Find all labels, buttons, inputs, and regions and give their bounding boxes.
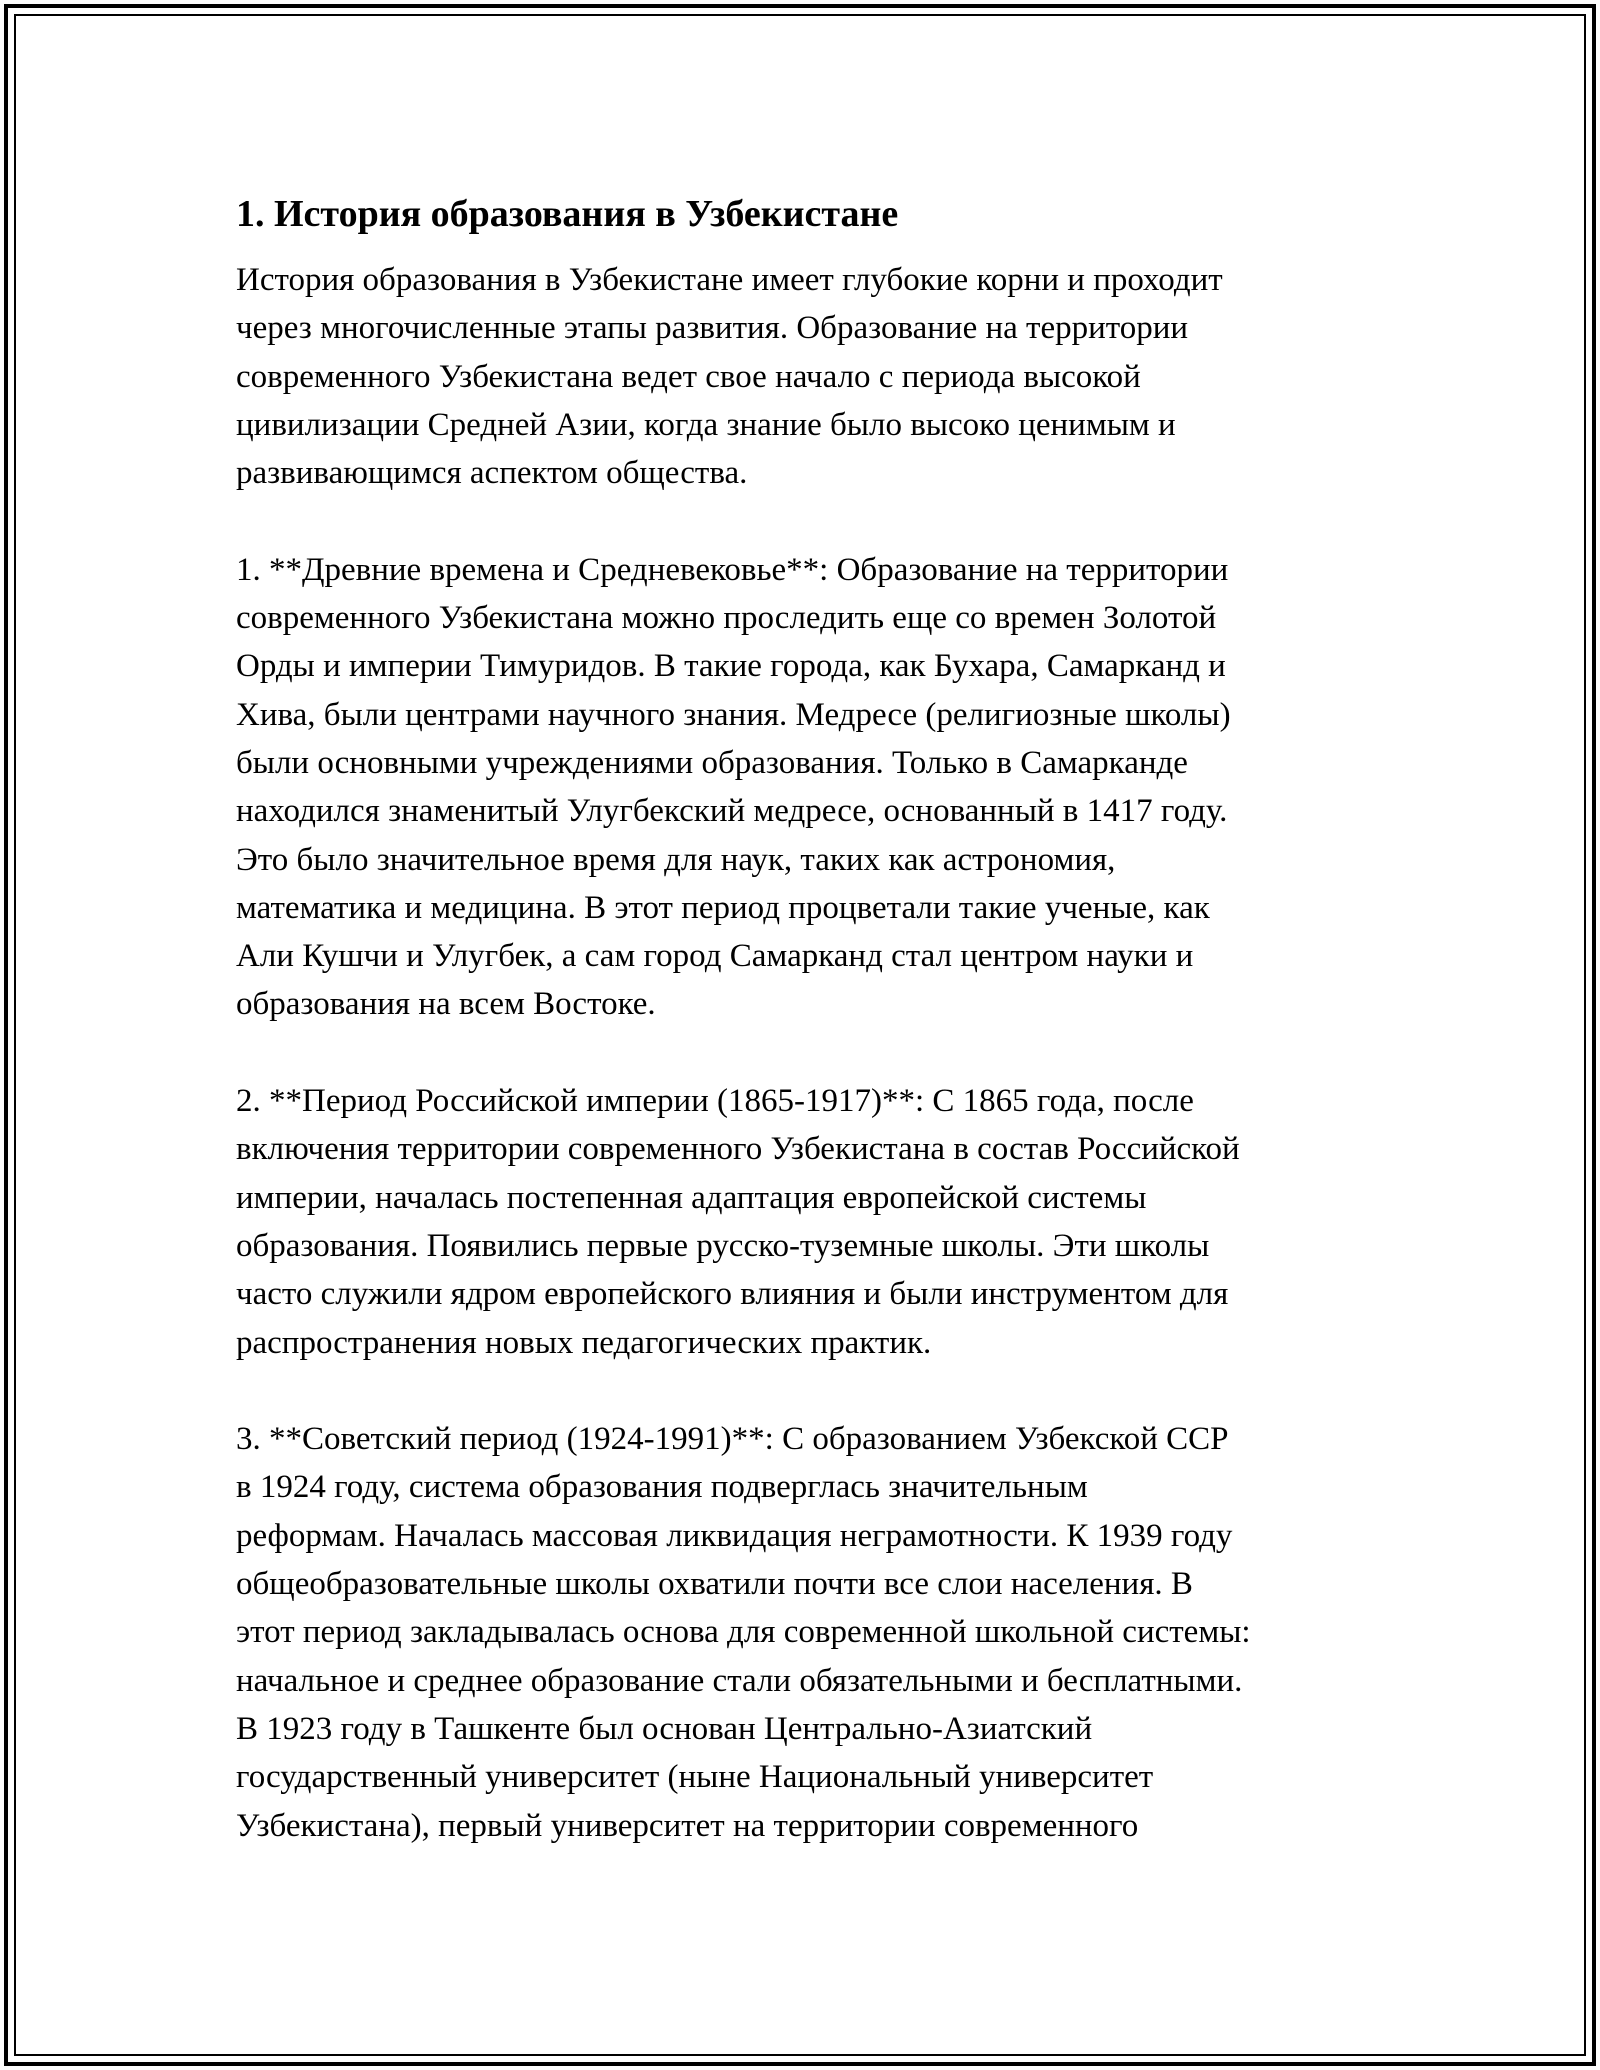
- text-line: находился знаменитый Улугбекский медресе, основанный в 1417 году.: [236, 793, 1228, 830]
- text-line: В 1923 году в Ташкенте был основан Центрально-Азиатский: [236, 1710, 1093, 1747]
- text-line: через многочисленные этапы развития. Образование на территории: [236, 310, 1189, 347]
- text-line: империи, началась постепенная адаптация европейской системы: [236, 1179, 1147, 1216]
- text-line: Хива, были центрами научного знания. Медресе (религиозные школы): [236, 696, 1231, 733]
- text-line: часто служили ядром европейского влияния и были инструментом для: [236, 1276, 1229, 1313]
- paragraph-soviet-period: [236, 1415, 1386, 1850]
- text-line: реформам. Началась массовая ликвидация неграмотности. К 1939 году: [236, 1517, 1233, 1554]
- text-line: в 1924 году, система образования подверглась значительным: [236, 1469, 1088, 1506]
- text-line: 3. **Советский период (1924-1991)**: С образованием Узбекской ССР: [236, 1421, 1229, 1458]
- text-line: распространения новых педагогических практик.: [236, 1324, 932, 1361]
- text-line: Али Кушчи и Улугбек, а сам город Самарканд стал центром науки и: [236, 938, 1194, 975]
- text-line: 2. **Период Российской империи (1865-1917)**: С 1865 года, после: [236, 1083, 1194, 1120]
- text-line: общеобразовательные школы охватили почти все слои населения. В: [236, 1566, 1193, 1603]
- text-line: современного Узбекистана ведет свое начало с периода высокой: [236, 358, 1141, 395]
- text-line: государственный университет (ныне Национальный университет: [236, 1759, 1154, 1796]
- text-line: образования на всем Востоке.: [236, 986, 656, 1023]
- document-page: [236, 186, 1386, 1898]
- text-line: Орды и империи Тимуридов. В такие города, как Бухара, Самарканд и: [236, 648, 1226, 685]
- text-line: начальное и среднее образование стали обязательными и бесплатными.: [236, 1662, 1243, 1699]
- text-line: образования. Появились первые русско-туземные школы. Эти школы: [236, 1227, 1210, 1264]
- text-line: Это было значительное время для наук, таких как астрономия,: [236, 841, 1116, 878]
- paragraph-intro: [236, 256, 1386, 497]
- section-heading: 1. История образования в Узбекистане: [236, 193, 899, 235]
- text-line: цивилизации Средней Азии, когда знание было высоко ценимым и: [236, 406, 1176, 443]
- text-line: этот период закладывалась основа для современной школьной системы:: [236, 1614, 1251, 1651]
- text-line: были основными учреждениями образования. Только в Самарканде: [236, 744, 1188, 781]
- text-line: 1. **Древние времена и Средневековье**: Образование на территории: [236, 551, 1229, 588]
- text-line: математика и медицина. В этот период процветали такие ученые, как: [236, 889, 1210, 926]
- paragraph-ancient-medieval: [236, 546, 1386, 1029]
- text-line: развивающимся аспектом общества.: [236, 455, 748, 492]
- text-line: включения территории современного Узбекистана в состав Российской: [236, 1131, 1240, 1168]
- text-line: Узбекистана), первый университет на территории современного: [236, 1807, 1139, 1844]
- text-line: История образования в Узбекистане имеет глубокие корни и проходит: [236, 262, 1223, 298]
- paragraph-russian-empire: [236, 1077, 1386, 1367]
- text-line: современного Узбекистана можно проследить еще со времен Золотой: [236, 600, 1217, 637]
